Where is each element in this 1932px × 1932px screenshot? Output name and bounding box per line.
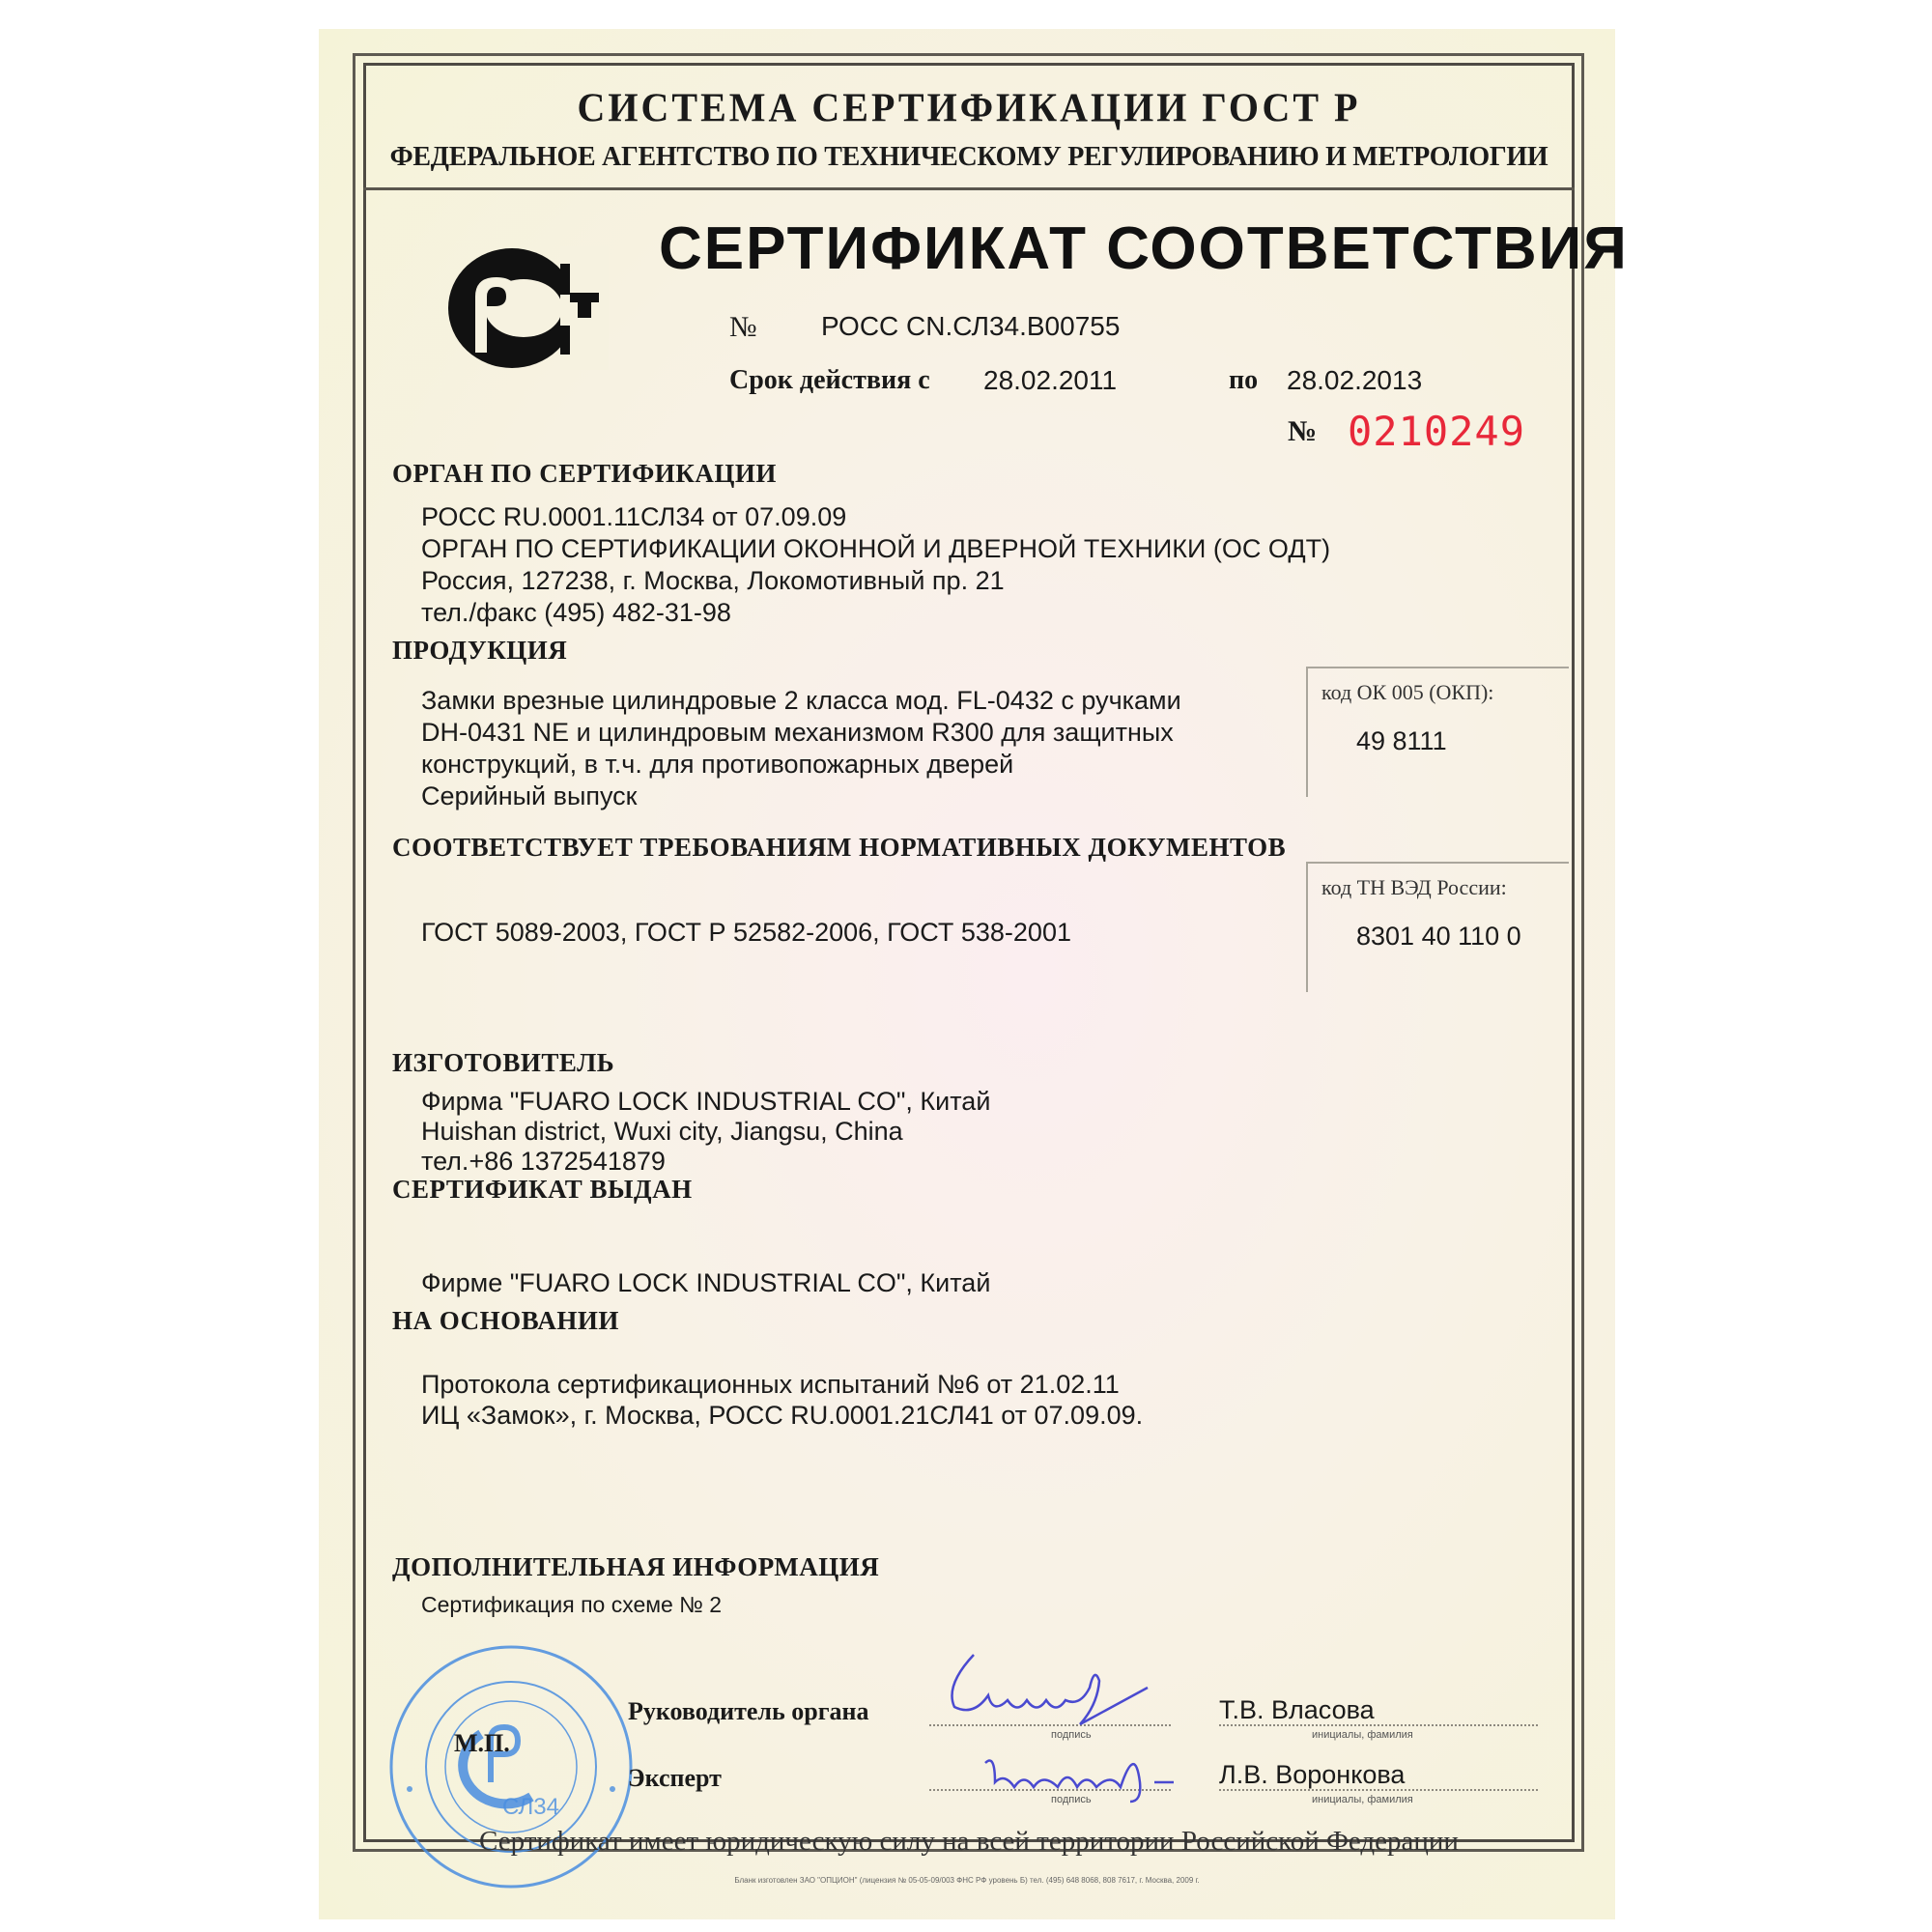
printer-note: Бланк изготовлен ЗАО "ОПЦИОН" (лицензия № 05-05-09/003 ФНС РФ уровень Б) тел. (495) 648 8068, 808 7617, г. Москва, 2009 г. xyxy=(734,1876,1200,1885)
stamp-label: М.П. xyxy=(454,1729,510,1757)
cert-body-line: тел./факс (495) 482-31-98 xyxy=(421,598,731,627)
agency-name: ФЕДЕРАЛЬНОЕ АГЕНТСТВО ПО ТЕХНИЧЕСКОМУ РЕГУЛИРОВАНИЮ И МЕТРОЛОГИИ xyxy=(389,142,1548,172)
issued-to-line: Фирме "FUARO LOCK INDUSTRIAL CO", Китай xyxy=(421,1268,991,1297)
section-heading-issued-to: СЕРТИФИКАТ ВЫДАН xyxy=(392,1175,693,1204)
conformity-line: ГОСТ 5089-2003, ГОСТ Р 52582-2006, ГОСТ 538-2001 xyxy=(421,918,1071,947)
expert-name-caption: инициалы, фамилия xyxy=(1312,1794,1413,1805)
additional-info-line: Сертификация по схеме № 2 xyxy=(421,1592,723,1617)
manufacturer-line: Фирма "FUARO LOCK INDUSTRIAL CO", Китай xyxy=(421,1087,991,1116)
head-name-line xyxy=(1219,1724,1538,1726)
section-heading-manufacturer: ИЗГОТОВИТЕЛЬ xyxy=(392,1048,615,1077)
okp-code-box xyxy=(1306,667,1569,797)
head-name-caption: инициалы, фамилия xyxy=(1312,1729,1413,1741)
product-line: Серийный выпуск xyxy=(421,781,638,810)
tnved-code-box xyxy=(1306,862,1569,992)
header-divider xyxy=(363,187,1575,190)
basis-line: Протокола сертификационных испытаний №6 от 21.02.11 xyxy=(421,1370,1120,1399)
section-heading-basis: НА ОСНОВАНИИ xyxy=(392,1306,619,1335)
expert-signature-icon xyxy=(966,1734,1198,1821)
section-heading-additional-info: ДОПОЛНИТЕЛЬНАЯ ИНФОРМАЦИЯ xyxy=(392,1552,880,1581)
number-label: № xyxy=(729,311,757,343)
tnved-code-value: 8301 40 110 0 xyxy=(1356,922,1521,951)
section-heading-product: ПРОДУКЦИЯ xyxy=(392,636,568,665)
serial-number: 0210249 xyxy=(1348,408,1526,455)
cert-body-line: РОСС RU.0001.11СЛ34 от 07.09.09 xyxy=(421,502,847,531)
okp-code-value: 49 8111 xyxy=(1356,726,1447,755)
cert-body-line: ОРГАН ПО СЕРТИФИКАЦИИ ОКОННОЙ И ДВЕРНОЙ ТЕХНИКИ (ОС ОДТ) xyxy=(421,534,1331,563)
validity-note: Сертификат имеет юридическую силу на всей территории Российской Федерации xyxy=(479,1826,1459,1857)
system-title: СИСТЕМА СЕРТИФИКАЦИИ ГОСТ Р xyxy=(577,84,1361,131)
valid-to-date: 28.02.2013 xyxy=(1287,365,1423,395)
certificate-title: СЕРТИФИКАТ СООТВЕТСТВИЯ xyxy=(659,215,1629,282)
product-line: конструкций, в т.ч. для противопожарных дверей xyxy=(421,750,1014,779)
validity-label: Срок действия с xyxy=(729,365,930,395)
manufacturer-line: тел.+86 1372541879 xyxy=(421,1147,666,1176)
tnved-code-label: код ТН ВЭД России: xyxy=(1321,875,1507,899)
valid-from-date: 28.02.2011 xyxy=(983,365,1118,395)
expert-label: Эксперт xyxy=(628,1764,722,1792)
head-label: Руководитель органа xyxy=(628,1697,869,1725)
expert-name-line xyxy=(1219,1789,1538,1791)
expert-name: Л.В. Воронкова xyxy=(1219,1760,1406,1789)
basis-line: ИЦ «Замок», г. Москва, РОСС RU.0001.21СЛ41 от 07.09.09. xyxy=(421,1401,1144,1430)
serial-label: № xyxy=(1288,415,1318,447)
okp-code-label: код ОК 005 (ОКП): xyxy=(1321,680,1494,704)
section-heading-conformity: СООТВЕТСТВУЕТ ТРЕБОВАНИЯМ НОРМАТИВНЫХ ДОКУМЕНТОВ xyxy=(392,833,1287,862)
product-line: DH-0431 NE и цилиндровым механизмом R300 для защитных xyxy=(421,718,1174,747)
section-heading-certification-body: ОРГАН ПО СЕРТИФИКАЦИИ xyxy=(392,459,777,488)
valid-to-label: по xyxy=(1229,365,1259,395)
product-line: Замки врезные цилиндровые 2 класса мод. FL-0432 с ручками xyxy=(421,686,1181,715)
svg-text:СЛ34: СЛ34 xyxy=(502,1794,559,1820)
expert-signature-caption: подпись xyxy=(1051,1794,1092,1805)
head-name: Т.В. Власова xyxy=(1219,1695,1375,1724)
rst-gost-mark-icon xyxy=(446,246,609,370)
cert-body-line: Россия, 127238, г. Москва, Локомотивный пр. 21 xyxy=(421,566,1005,595)
head-signature-icon xyxy=(935,1647,1167,1734)
head-signature-caption: подпись xyxy=(1051,1729,1092,1741)
certificate-number: РОСС CN.СЛ34.В00755 xyxy=(821,311,1121,341)
manufacturer-line: Huishan district, Wuxi city, Jiangsu, China xyxy=(421,1117,903,1146)
